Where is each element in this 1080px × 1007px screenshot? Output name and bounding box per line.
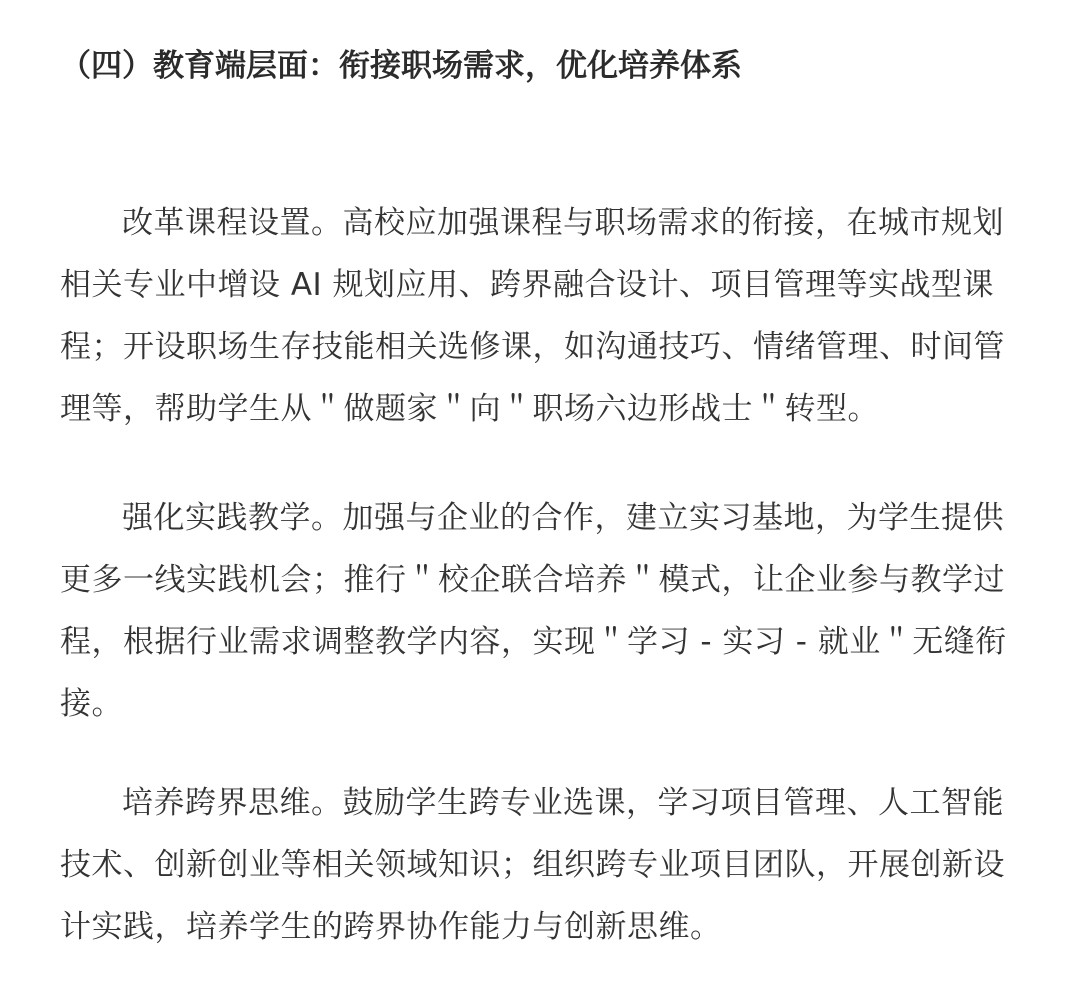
paragraph-curriculum-reform: 改革课程设置。高校应加强课程与职场需求的衔接，在城市规划相关专业中增设 AI 规划应用、跨界融合设计、项目管理等实战型课程；开设职场生存技能相关选修课，如沟通技巧、情绪管理、时间管理等，帮助学生从＂做题家＂向＂职场六边形战士＂转型。 bbox=[60, 205, 1005, 427]
section-heading: （四）教育端层面：衔接职场需求，优化培养体系 bbox=[60, 48, 742, 84]
paragraph-cross-disciplinary-thinking: 培养跨界思维。鼓励学生跨专业选课，学习项目管理、人工智能技术、创新创业等相关领域知识；组织跨专业项目团队，开展创新设计实践，培养学生的跨界协作能力与创新思维。 bbox=[60, 785, 1005, 945]
paragraph-practical-teaching: 强化实践教学。加强与企业的合作，建立实习基地，为学生提供更多一线实践机会；推行＂校企联合培养＂模式，让企业参与教学过程，根据行业需求调整教学内容，实现＂学习 - 实习 - 就业＂无缝衔接。 bbox=[60, 500, 1007, 722]
